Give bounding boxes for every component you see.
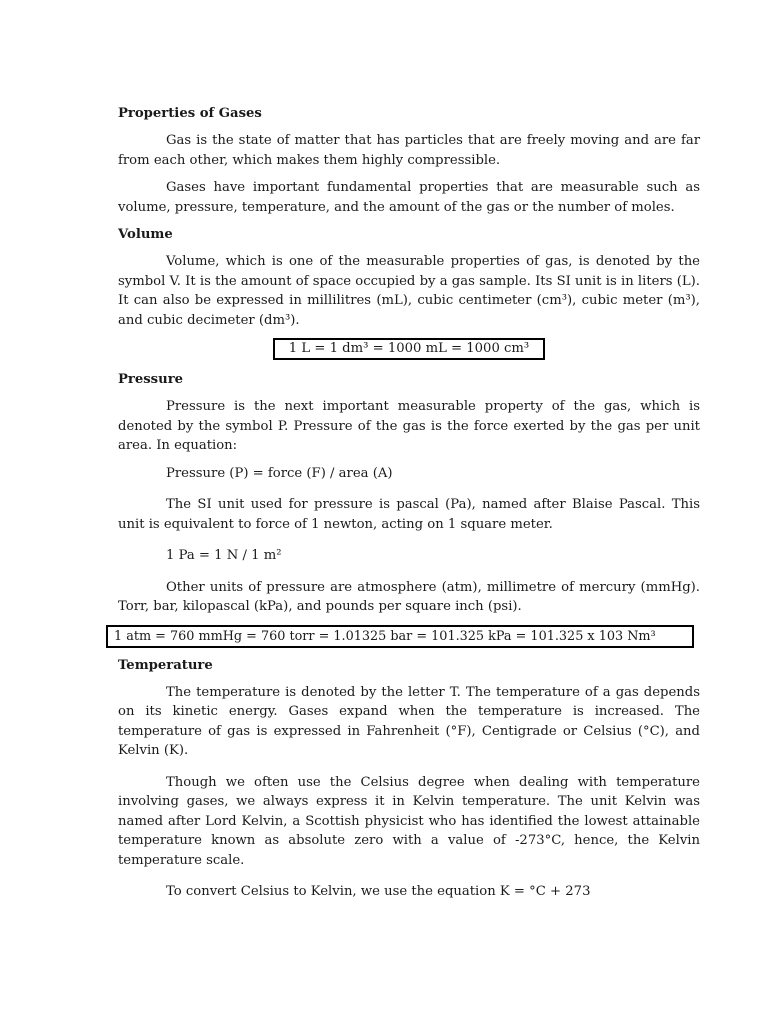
pascal-equation: 1 Pa = 1 N / 1 m² <box>166 548 282 563</box>
page-title: Properties of Gases <box>118 106 262 121</box>
pressure-equation: Pressure (P) = force (F) / area (A) <box>166 465 393 481</box>
intro-paragraph-2: Gases have important fundamental properties that are measurable such as volume, pressure, temperature, and the amount of the gas or the number of moles. <box>118 180 700 215</box>
volume-paragraph: Volume, which is one of the measurable properties of gas, is denoted by the symbol V. It is the amount of space occupied by a gas sample. Its SI unit is in liters (L). It can also be expressed in millilitres (mL), cubic centimeter (cm³), cubic meter (m³), and cubic decimeter (dm³). <box>118 254 700 328</box>
temperature-paragraph-1: The temperature is denoted by the letter T. The temperature of a gas depends on its kinetic energy. Gases expand when the temperature is increased. The temperature of gas is expressed in Fahrenheit (°F), Centigrade or Celsius (°C), and Kelvin (K). <box>118 684 700 758</box>
temperature-heading: Temperature <box>118 657 213 673</box>
volume-equation-box-wrapper <box>118 338 700 360</box>
document-page <box>114 104 700 910</box>
intro-paragraph-1: Gas is the state of matter that has particles that are freely moving and are far from each other, which makes them highly compressible. <box>118 133 700 168</box>
volume-equation-box: 1 L = 1 dm³ = 1000 mL = 1000 cm³ <box>273 338 545 360</box>
pressure-equation-box: 1 atm = 760 mmHg = 760 torr = 1.01325 bar = 101.325 kPa = 101.325 x 103 Nm³ <box>106 625 694 648</box>
pressure-paragraph-1: Pressure is the next important measurable property of the gas, which is denoted by the symbol P. Pressure of the gas is the force exerted by the gas per unit area. In equation: <box>118 399 700 453</box>
pressure-paragraph-3: Other units of pressure are atmosphere (atm), millimetre of mercury (mmHg). Torr, bar, kilopascal (kPa), and pounds per square inch (psi). <box>118 579 700 614</box>
volume-heading: Volume <box>118 227 173 242</box>
temperature-paragraph-2: Though we often use the Celsius degree when dealing with temperature involving gases, we always express it in Kelvin temperature. The unit Kelvin was named after Lord Kelvin, a Scottish physicist who has identified the lowest attainable temperature known as absolute zero with a value of -273°C, hence, the Kelvin temperature scale. <box>118 774 700 868</box>
pressure-paragraph-2: The SI unit used for pressure is pascal (Pa), named after Blaise Pascal. This unit is equivalent to force of 1 newton, acting on 1 square meter. <box>118 497 700 532</box>
temperature-paragraph-3: To convert Celsius to Kelvin, we use the equation K = °C + 273 <box>166 884 591 899</box>
pressure-heading: Pressure <box>118 372 184 387</box>
